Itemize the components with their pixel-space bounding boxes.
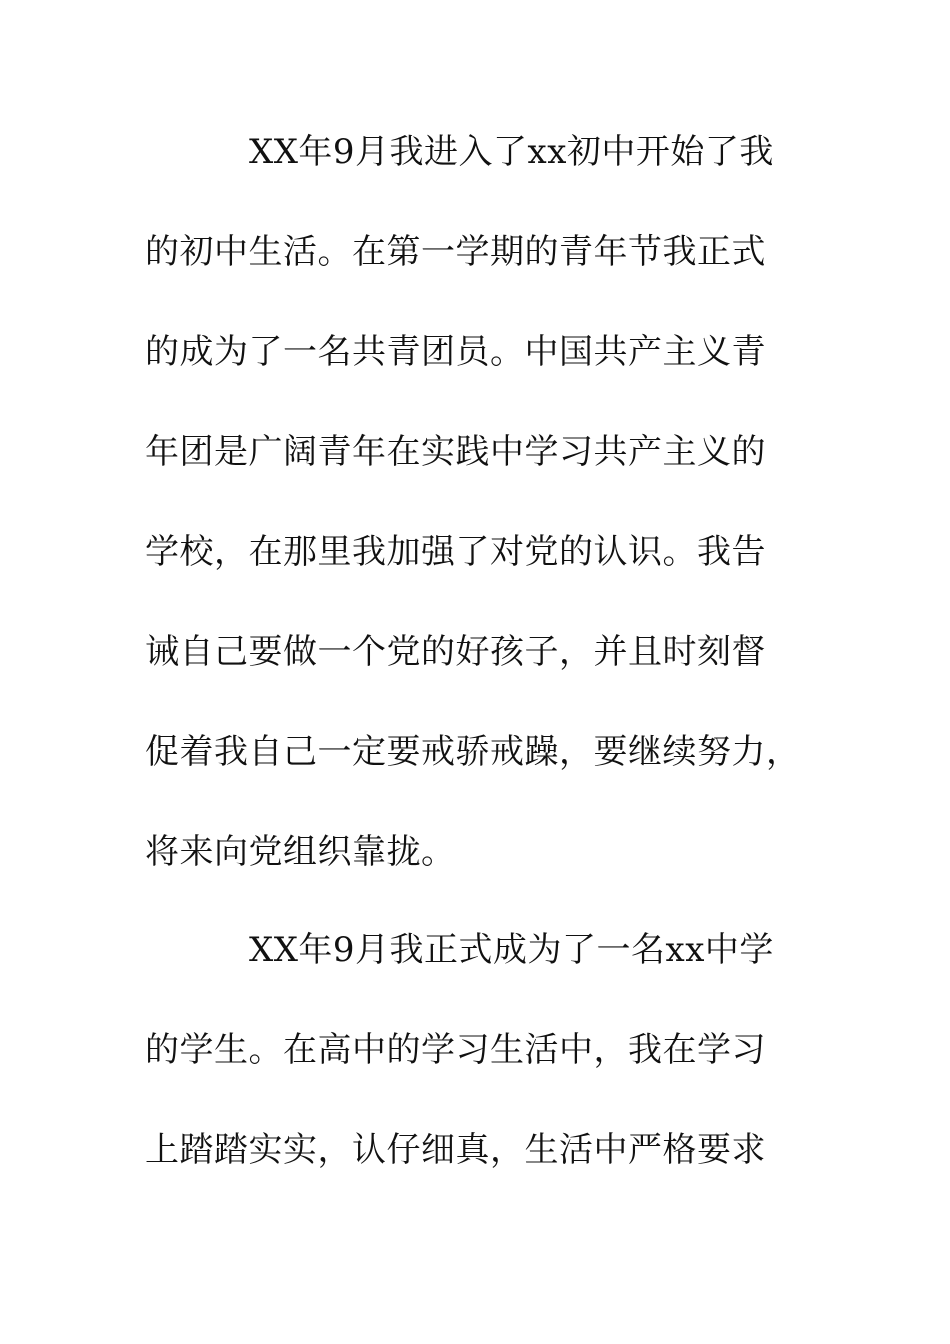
paragraph-1-line-2: 的初中生活。在第一学期的青年节我正式 bbox=[145, 232, 766, 272]
paragraph-1-line-8: 将来向党组织靠拢。 bbox=[145, 832, 456, 872]
paragraph-1-line-5: 学校，在那里我加强了对党的认识。我告 bbox=[145, 532, 766, 572]
paragraph-1-line-1: XX年9月我进入了xx初中开始了我 bbox=[249, 132, 774, 172]
paragraph-1-line-4: 年团是广阔青年在实践中学习共产主义的 bbox=[145, 432, 766, 472]
paragraph-1-line-7: 促着我自己一定要戒骄戒躁，要继续努力， bbox=[145, 732, 801, 772]
paragraph-1-line-6: 诫自己要做一个党的好孩子，并且时刻督 bbox=[145, 632, 766, 672]
paragraph-2-line-1: XX年9月我正式成为了一名xx中学 bbox=[249, 930, 774, 970]
paragraph-2-line-2: 的学生。在高中的学习生活中，我在学习 bbox=[145, 1030, 766, 1070]
paragraph-1-line-3: 的成为了一名共青团员。中国共产主义青 bbox=[145, 332, 766, 372]
paragraph-2-line-3: 上踏踏实实，认仔细真，生活中严格要求 bbox=[145, 1130, 766, 1170]
